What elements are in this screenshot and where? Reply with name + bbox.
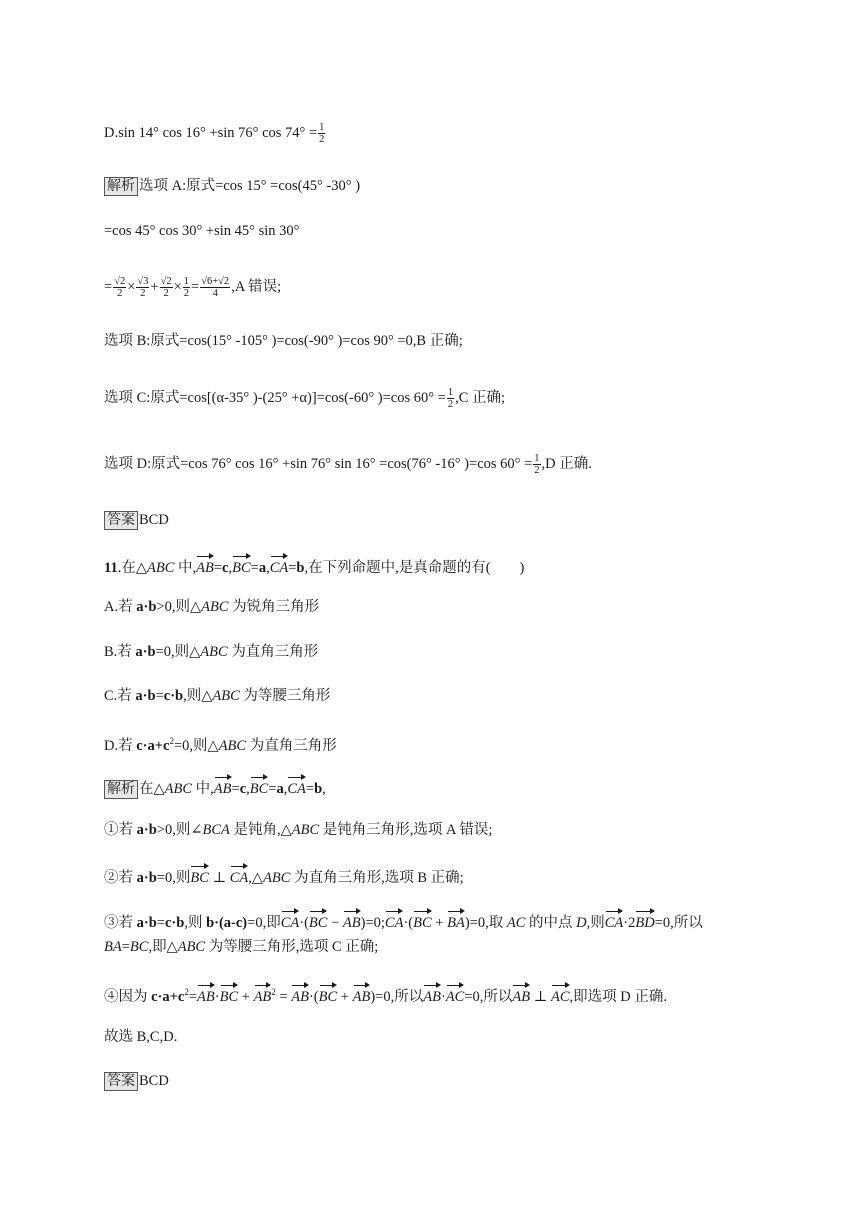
solution-11-step3: ③若 a·b=c·b,则 b·(a-c)=0,即CA·(BC − AB)=0;CA·(BC + BA)=0,取 AC 的中点 D,则CA·2BD=0,所以 [104,909,703,933]
vector-bc: BC [319,983,338,1007]
solution-11-step4: ④因为 $c\cdot a+c^2=AB\cdot BC + AB^2 = AB\cdot(BC + AB)=0$,所以AB·AC=0,所以AB ⊥ AC,即选项 D 正确. [104,982,667,1007]
vector-ab: AB [291,983,309,1007]
solution-line-b: 选项 B:原式=cos(15° -105° )=cos(-90° )=cos 90° =0,B 正确; [104,333,463,349]
answer-line-11: 答案 BCD [104,1071,169,1091]
vector-ca: CA [270,554,289,578]
vector-ba: BA [447,909,465,933]
fraction: $\frac{√3}{2}$ [137,276,149,299]
vector-bc: BC [250,775,269,799]
vector-ca: CA [605,909,624,933]
fraction: $\frac{√6+√2}{4}$ [201,276,230,299]
solution-line-a: 解析 选项 A:原式=cos 15° =cos(45° -30° ) [104,176,360,196]
fraction: $\frac{1}{2}$ [319,122,325,145]
option-11-a: A.若 a·b>0,则△ABC 为锐角三角形 [104,599,320,615]
vector-ab: AB [254,983,272,1007]
analysis-tag: 解析 [104,780,138,799]
vector-ab: AB [423,983,441,1007]
vector-ac: AC [551,983,570,1007]
fraction: $\frac{√2}{2}$ [114,276,126,299]
solution-11-step1: ①若 a·b>0,则∠BCA 是钝角,△ABC 是钝角三角形,选项 A 错误; [104,822,493,838]
vector-ab: AB [353,983,371,1007]
question-11: 11.在△ABC 中,AB=c,BC=a,CA=b,在下列命题中,是真命题的有( ) [104,554,524,578]
vector-ab: AB [214,775,232,799]
solution-line-c: 选项 C:原式=cos[(α-35° )-(25° +α)]=cos(-60° )=cos 60° = $\frac{1}{2}$ ,C 正确; [104,387,506,410]
vector-ab: AB [196,554,214,578]
vector-ca: CA [385,909,404,933]
vector-bc: BC [232,554,251,578]
option-11-b: B.若 a·b=0,则△ABC 为直角三角形 [104,644,319,660]
vector-ca: CA [230,864,249,888]
vector-ac: AC [446,983,465,1007]
solution-11-step3-cont: BA=BC,即△ABC 为等腰三角形,选项 C 正确; [104,939,379,955]
solution-line-d: 选项 D:原式=cos 76° cos 16° +sin 76° sin 16° =cos(76° -16° )=cos 60° = $\frac{1}{2}$ ,D 正确. [104,453,592,476]
vector-ca: CA [281,909,300,933]
option-d-line: D.sin 14° cos 16° +sin 76° cos 74° = $\frac{1}{2}$ [104,122,325,145]
fraction: $\frac{1}{2}$ [534,453,540,476]
option-11-d: D.若 $c\cdot a+c^2=0$,则△ABC 为直角三角形 [104,736,337,754]
vector-ab: AB [343,909,361,933]
vector-ab: AB [512,983,530,1007]
solution-11-intro: 解析 在△ABC 中,AB=c,BC=a,CA=b, [104,775,326,799]
vector-bc: BC [309,909,328,933]
analysis-tag: 解析 [104,177,138,196]
option-11-c: C.若 a·b=c·b,则△ABC 为等腰三角形 [104,688,331,704]
solution-line-a3: = $\frac{√2}{2}$ × $\frac{√3}{2}$ + $\frac{√2}{2}$ × $\frac{1}{2}$ = $\frac{√6+√2}{4}$ ,A 错误; [104,276,282,299]
solution-11-step2: ②若 a·b=0,则BC ⊥ CA,△ABC 为直角三角形,选项 B 正确; [104,864,464,888]
fraction: $\frac{1}{2}$ [447,387,454,410]
fraction: $\frac{1}{2}$ [183,276,190,299]
answer-tag: 答案 [104,1072,138,1091]
vector-bc: BC [413,909,432,933]
answer-line-10: 答案 BCD [104,510,169,530]
answer-tag: 答案 [104,511,138,530]
solution-line-a2: =cos 45° cos 30° +sin 45° sin 30° [104,223,300,239]
vector-bc: BC [220,983,239,1007]
fraction: $\frac{√2}{2}$ [160,276,172,299]
vector-ab: AB [197,983,215,1007]
vector-bd: BD [635,909,654,933]
vector-ca: CA [287,775,306,799]
solution-11-conclusion: 故选 B,C,D. [104,1029,178,1045]
vector-bc: BC [190,864,209,888]
